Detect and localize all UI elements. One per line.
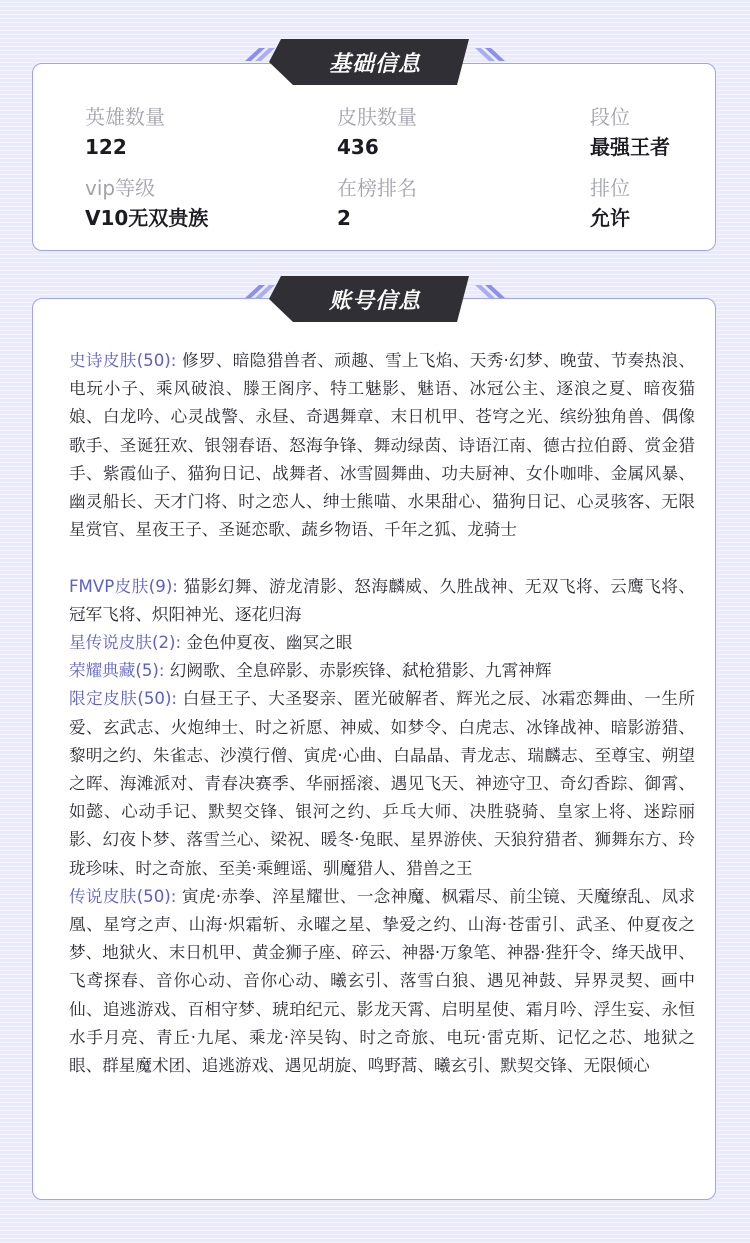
- stat-value: 436: [337, 135, 379, 159]
- basic-info-card: [32, 63, 716, 251]
- skin-group-limited: [69, 685, 695, 882]
- stat-rank-tier: [590, 104, 670, 160]
- stat-label: 排位: [590, 176, 630, 200]
- skin-group-items: 猫影幻舞、游龙清影、怒海麟威、久胜战神、无双飞将、云鹰飞将、冠军飞将、炽阳神光、逐花归海: [69, 576, 695, 624]
- skin-list: [69, 347, 695, 1080]
- stat-label: 英雄数量: [85, 105, 165, 129]
- section-banner-account-info: [245, 276, 505, 322]
- skin-group-items: 修罗、暗隐猎兽者、顽趣、雪上飞焰、天秀·幻梦、晚萤、节奏热浪、电玩小子、乘风破浪、滕王阁序、特工魅影、魅语、冰冠公主、逐浪之夏、暗夜猫娘、白龙吟、心灵战警、永昼、奇遇舞章、末日机甲、苍穹之光、缤纷独角兽、偶像歌手、圣诞狂欢、银翎春语、怒海争锋、舞动绿茵、诗语江南、德古拉伯爵、赏金猎手、紫霞仙子、猫狗日记、战舞者、冰雪圆舞曲、功夫厨神、女仆咖啡、金属风暴、幽灵船长、天才门将、时之恋人、绅士熊喵、水果甜心、猫狗日记、心灵骇客、无限星赏官、星夜王子、圣诞恋歌、蔬乡物语、千年之狐、龙骑士: [69, 351, 695, 540]
- section-banner-basic-info: [245, 39, 505, 85]
- section-title: 基础信息: [328, 51, 421, 77]
- skin-group-label: 传说皮肤(50):: [69, 886, 177, 906]
- skin-group-items: 寅虎·赤拳、淬星耀世、一念神魔、枫霜尽、前尘镜、天魔缭乱、凤求凰、星穹之声、山海·炽霜斩、永曜之星、挚爱之约、山海·苍雷引、武圣、仲夏夜之梦、地狱火、末日机甲、黄金狮子座、碎云、神器·万象笔、神器·狴犴令、绛天战甲、飞鸢探春、音你心动、音你心动、曦玄引、落雪白狼、遇见神鼓、异界灵契、画中仙、追逃游戏、百相守梦、琥珀纪元、影龙天霄、启明星使、霜月吟、浮生妄、永恒水手月亮、青丘·九尾、乘龙·淬吴钩、时之奇旅、电玩·雷克斯、记忆之芯、地狱之眼、群星魔术团、追逃游戏、遇见胡旋、鸣野蒿、曦玄引、默契交锋、无限倾心: [69, 886, 695, 1076]
- stat-label: 皮肤数量: [337, 105, 417, 129]
- section-title: 账号信息: [328, 288, 421, 314]
- stat-value: 最强王者: [590, 135, 670, 159]
- stat-label: 段位: [590, 105, 630, 129]
- skin-group-star-legend: [69, 629, 695, 657]
- skin-group-label: 荣耀典藏(5):: [69, 661, 165, 681]
- skin-group-legend: [69, 883, 695, 1080]
- stat-value: V10无双贵族: [85, 206, 209, 230]
- stat-ranked-mode: [590, 175, 630, 231]
- skin-group-label: 星传说皮肤(2):: [69, 633, 182, 653]
- stat-label: 在榜排名: [337, 176, 417, 200]
- stat-hero-count: [85, 104, 165, 160]
- stat-value: 2: [337, 206, 351, 230]
- stat-vip-level: [85, 175, 208, 231]
- stat-label: vip等级: [85, 176, 156, 200]
- skin-group-items: 金色仲夏夜、幽冥之眼: [186, 633, 353, 653]
- skin-group-label: FMVP皮肤(9):: [69, 576, 178, 596]
- stat-leaderboard-rank: [337, 175, 417, 231]
- skin-group-label: 限定皮肤(50):: [69, 689, 178, 709]
- skin-group-glory-collection: [69, 657, 695, 685]
- stat-value: 122: [85, 135, 127, 159]
- stat-value: 允许: [590, 206, 630, 230]
- stat-skin-count: [337, 104, 417, 160]
- account-info-card: [32, 298, 716, 1200]
- skin-group-items: 幻阙歌、全息碎影、赤影疾锋、弑枪猎影、九霄神辉: [169, 661, 552, 681]
- skin-group-label: 史诗皮肤(50):: [69, 351, 177, 370]
- skin-group-fmvp: [69, 573, 695, 629]
- skin-group-items: 白昼王子、大圣娶亲、匿光破解者、辉光之辰、冰霜恋舞曲、一生所爱、玄武志、火炮绅士、时之祈愿、神威、如梦令、白虎志、冰锋战神、暗影游猎、黎明之约、朱雀志、沙漠行僧、寅虎·心曲、白晶晶、青龙志、瑞麟志、至尊宝、朔望之晖、海滩派对、青春决赛季、华丽摇滚、遇见飞天、神迹守卫、奇幻香踪、御霄、如懿、心动手记、默契交锋、银河之约、乒乓大师、决胜骁骑、皇家上将、迷踪丽影、幻夜卜梦、落雪兰心、梁祝、暖冬·兔眠、星界游侠、天狼狩猎者、狮舞东方、玲珑珍味、时之奇旅、至美·乘鲤谣、驯魔猎人、猎兽之王: [69, 689, 696, 878]
- skin-group-epic: [69, 347, 695, 544]
